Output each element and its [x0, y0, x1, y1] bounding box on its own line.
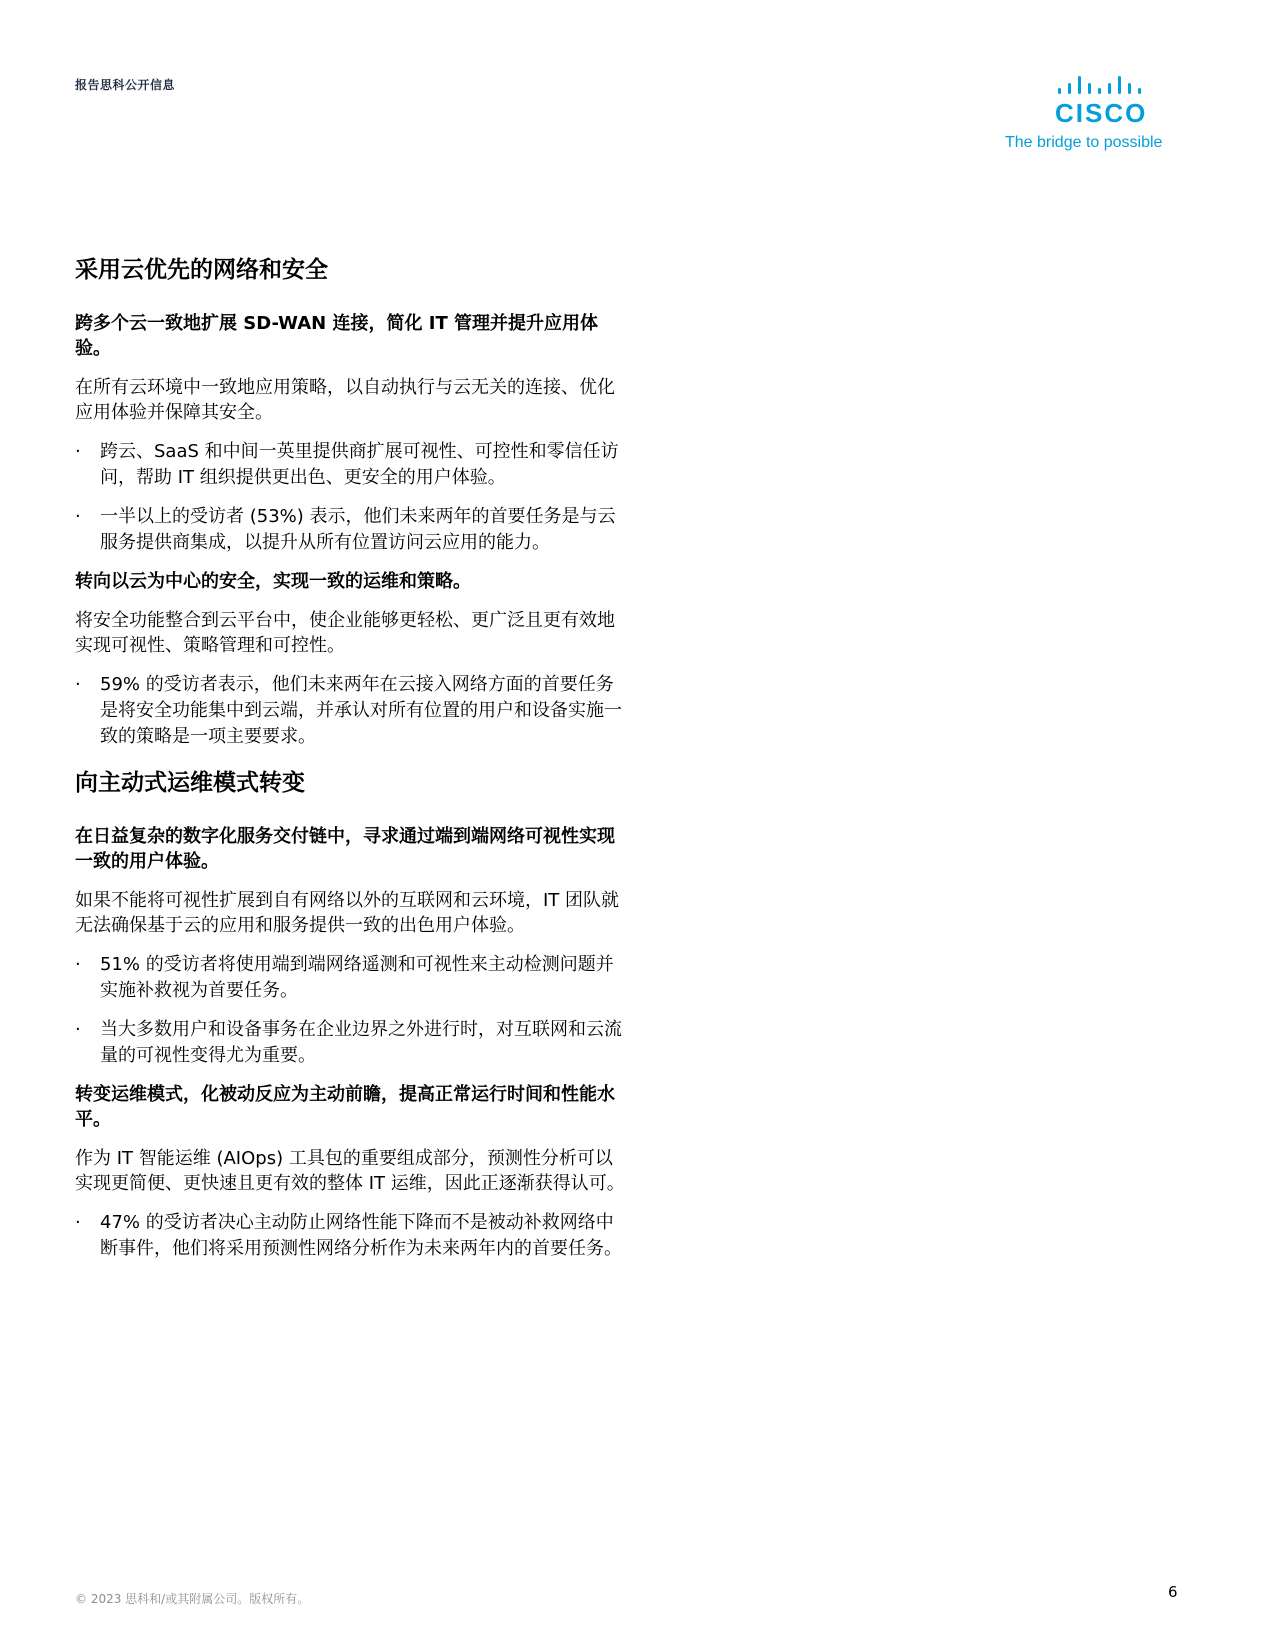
- footer-copyright: © 2023 思科和/或其附属公司。版权所有。: [75, 1592, 310, 1606]
- bullet-item: · 当大多数用户和设备事务在企业边界之外进行时，对互联网和云流量的可视性变得尤为重要。: [75, 1019, 622, 1066]
- bullet-dot-icon: ·: [75, 1212, 81, 1233]
- bullet-dot-icon: ·: [75, 1019, 81, 1040]
- bullet-item: · 59% 的受访者表示，他们未来两年在云接入网络方面的首要任务是将安全功能集中到云端，并承认对所有位置的用户和设备实施一致的策略是一项主要要求。: [75, 674, 622, 747]
- bullet-item: · 51% 的受访者将使用端到端网络遥测和可视性来主动检测问题并实施补救视为首要任务。: [75, 954, 614, 1001]
- paragraph: 将安全功能整合到云平台中，使企业能够更轻松、更广泛且更有效地实现可视性、策略管理和可控性。: [75, 610, 615, 656]
- section-title: 采用云优先的网络和安全: [75, 257, 328, 283]
- cisco-bridge-bars-icon: [1058, 74, 1142, 98]
- paragraph: 作为 IT 智能运维 (AIOps) 工具包的重要组成部分，预测性分析可以实现更简便、更快速且更有效的整体 IT 运维，因此正逐渐获得认可。: [75, 1148, 625, 1194]
- bullet-dot-icon: ·: [75, 954, 81, 975]
- bullet-list: [75, 439, 625, 556]
- bullet-list: [75, 952, 625, 1069]
- bullet-item: · 跨云、SaaS 和中间一英里提供商扩展可视性、可控性和零信任访问，帮助 IT 组织提供更出色、更安全的用户体验。: [75, 441, 619, 488]
- brand-tagline: The bridge to possible: [1005, 134, 1163, 151]
- page-number: 6: [1168, 1583, 1178, 1601]
- bullet-dot-icon: ·: [75, 441, 81, 462]
- cisco-wordmark: CISCO: [1055, 98, 1148, 128]
- subheading: 转向以云为中心的安全，实现一致的运维和策略。: [75, 571, 471, 592]
- main-content: [75, 255, 625, 1275]
- section-title: 向主动式运维模式转变: [75, 770, 305, 796]
- cisco-logo: [1005, 70, 1205, 160]
- subheading: 跨多个云一致地扩展 SD-WAN 连接，简化 IT 管理并提升应用体验。: [75, 313, 598, 359]
- bullet-dot-icon: ·: [75, 506, 81, 527]
- bullet-list: [75, 672, 625, 750]
- bullet-list: [75, 1210, 625, 1262]
- bullet-item: · 一半以上的受访者 (53%) 表示，他们未来两年的首要任务是与云服务提供商集成，以提升从所有位置访问云应用的能力。: [75, 506, 616, 553]
- bullet-dot-icon: ·: [75, 674, 81, 695]
- document-header-label: 报告思科公开信息: [75, 78, 176, 92]
- bullet-item: · 47% 的受访者决心主动防止网络性能下降而不是被动补救网络中断事件，他们将采用预测性网络分析作为未来两年内的首要任务。: [75, 1212, 622, 1259]
- paragraph: 在所有云环境中一致地应用策略，以自动执行与云无关的连接、优化应用体验并保障其安全。: [75, 377, 615, 423]
- subheading: 转变运维模式，化被动反应为主动前瞻，提高正常运行时间和性能水平。: [75, 1084, 615, 1130]
- subheading: 在日益复杂的数字化服务交付链中，寻求通过端到端网络可视性实现一致的用户体验。: [75, 826, 615, 872]
- paragraph: 如果不能将可视性扩展到自有网络以外的互联网和云环境，IT 团队就无法确保基于云的应用和服务提供一致的出色用户体验。: [75, 890, 620, 936]
